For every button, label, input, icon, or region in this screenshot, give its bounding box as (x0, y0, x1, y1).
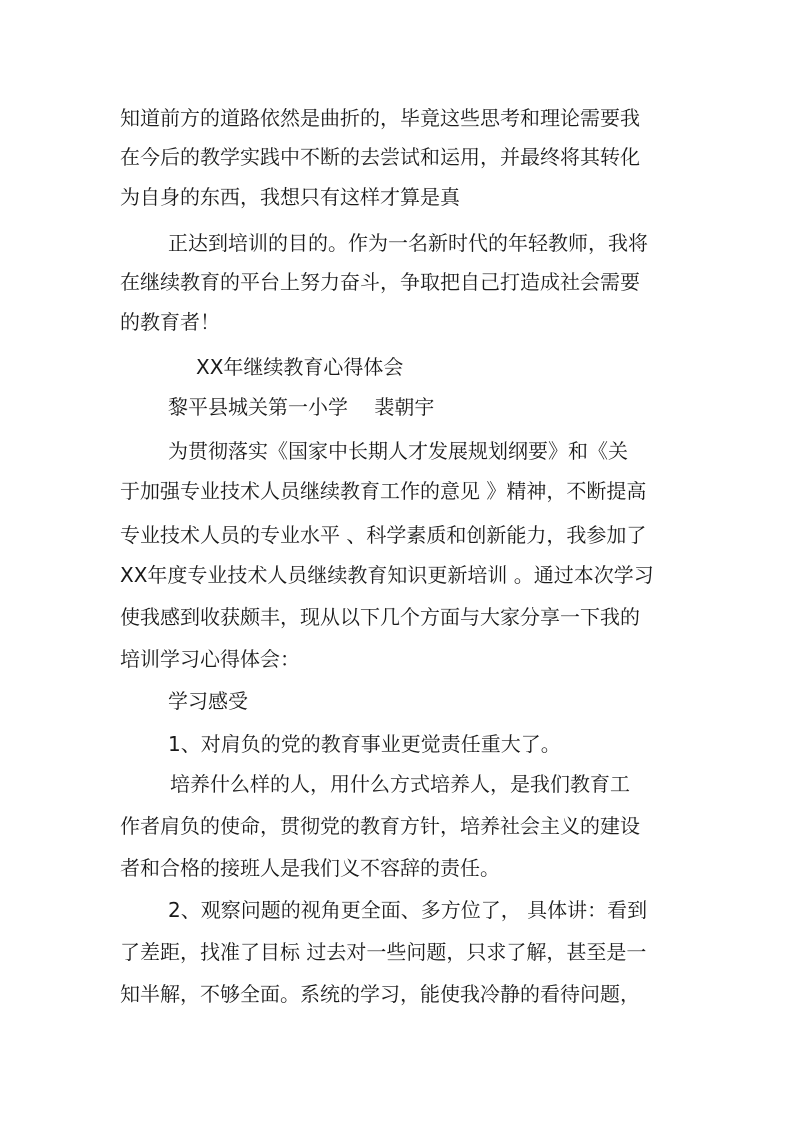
paragraph-first-line: 为贯彻落实《国家中长期人才发展规划纲要》和《关 (168, 439, 628, 463)
numbered-point: 2、观察问题的视角更全面、多方位了， 具体讲：看到 (168, 898, 648, 922)
body-line: 了差距，找准了目标 过去对一些问题，只求了解，甚至是一 (120, 940, 647, 964)
body-line: XX年度专业技术人员继续教育知识更新培训 。通过本次学习 (120, 563, 654, 587)
body-line: 的教育者！ (120, 310, 220, 334)
paragraph-first-line: 正达到培训的目的。作为一名新时代的年轻教师，我将 (168, 231, 648, 255)
body-line: 使我感到收获颇丰，现从以下几个方面与大家分享一下我的 (120, 605, 640, 629)
body-line: 于加强专业技术人员继续教育工作的意见 》精神，不断提高 (120, 479, 647, 503)
article-title: XX年继续教育心得体会 (196, 355, 404, 379)
body-line: 在今后的教学实践中不断的去尝试和运用，并最终将其转化 (120, 145, 640, 169)
body-line: 在继续教育的平台上努力奋斗，争取把自己打造成社会需要 (120, 270, 640, 294)
author-line: 黎平县城关第一小学 裴朝宇 (168, 395, 435, 419)
paragraph-first-line: 培养什么样的人，用什么方式培养人，是我们教育工 (170, 772, 630, 796)
body-line: 知道前方的道路依然是曲折的，毕竟这些思考和理论需要我 (120, 106, 640, 130)
body-line: 为自身的东西，我想只有这样才算是真 (120, 185, 460, 209)
body-line: 专业技术人员的专业水平 、科学素质和创新能力，我参加了 (120, 523, 647, 547)
body-line: 者和合格的接班人是我们义不容辞的责任。 (120, 856, 500, 880)
body-line: 培训学习心得体会： (120, 647, 300, 671)
section-heading: 学习感受 (168, 689, 248, 713)
numbered-point: 1、对肩负的党的教育事业更觉责任重大了。 (168, 732, 561, 756)
body-line: 知半解，不够全面。系统的学习，能使我冷静的看待问题， (120, 982, 640, 1006)
body-line: 作者肩负的使命，贯彻党的教育方针，培养社会主义的建设 (120, 814, 640, 838)
